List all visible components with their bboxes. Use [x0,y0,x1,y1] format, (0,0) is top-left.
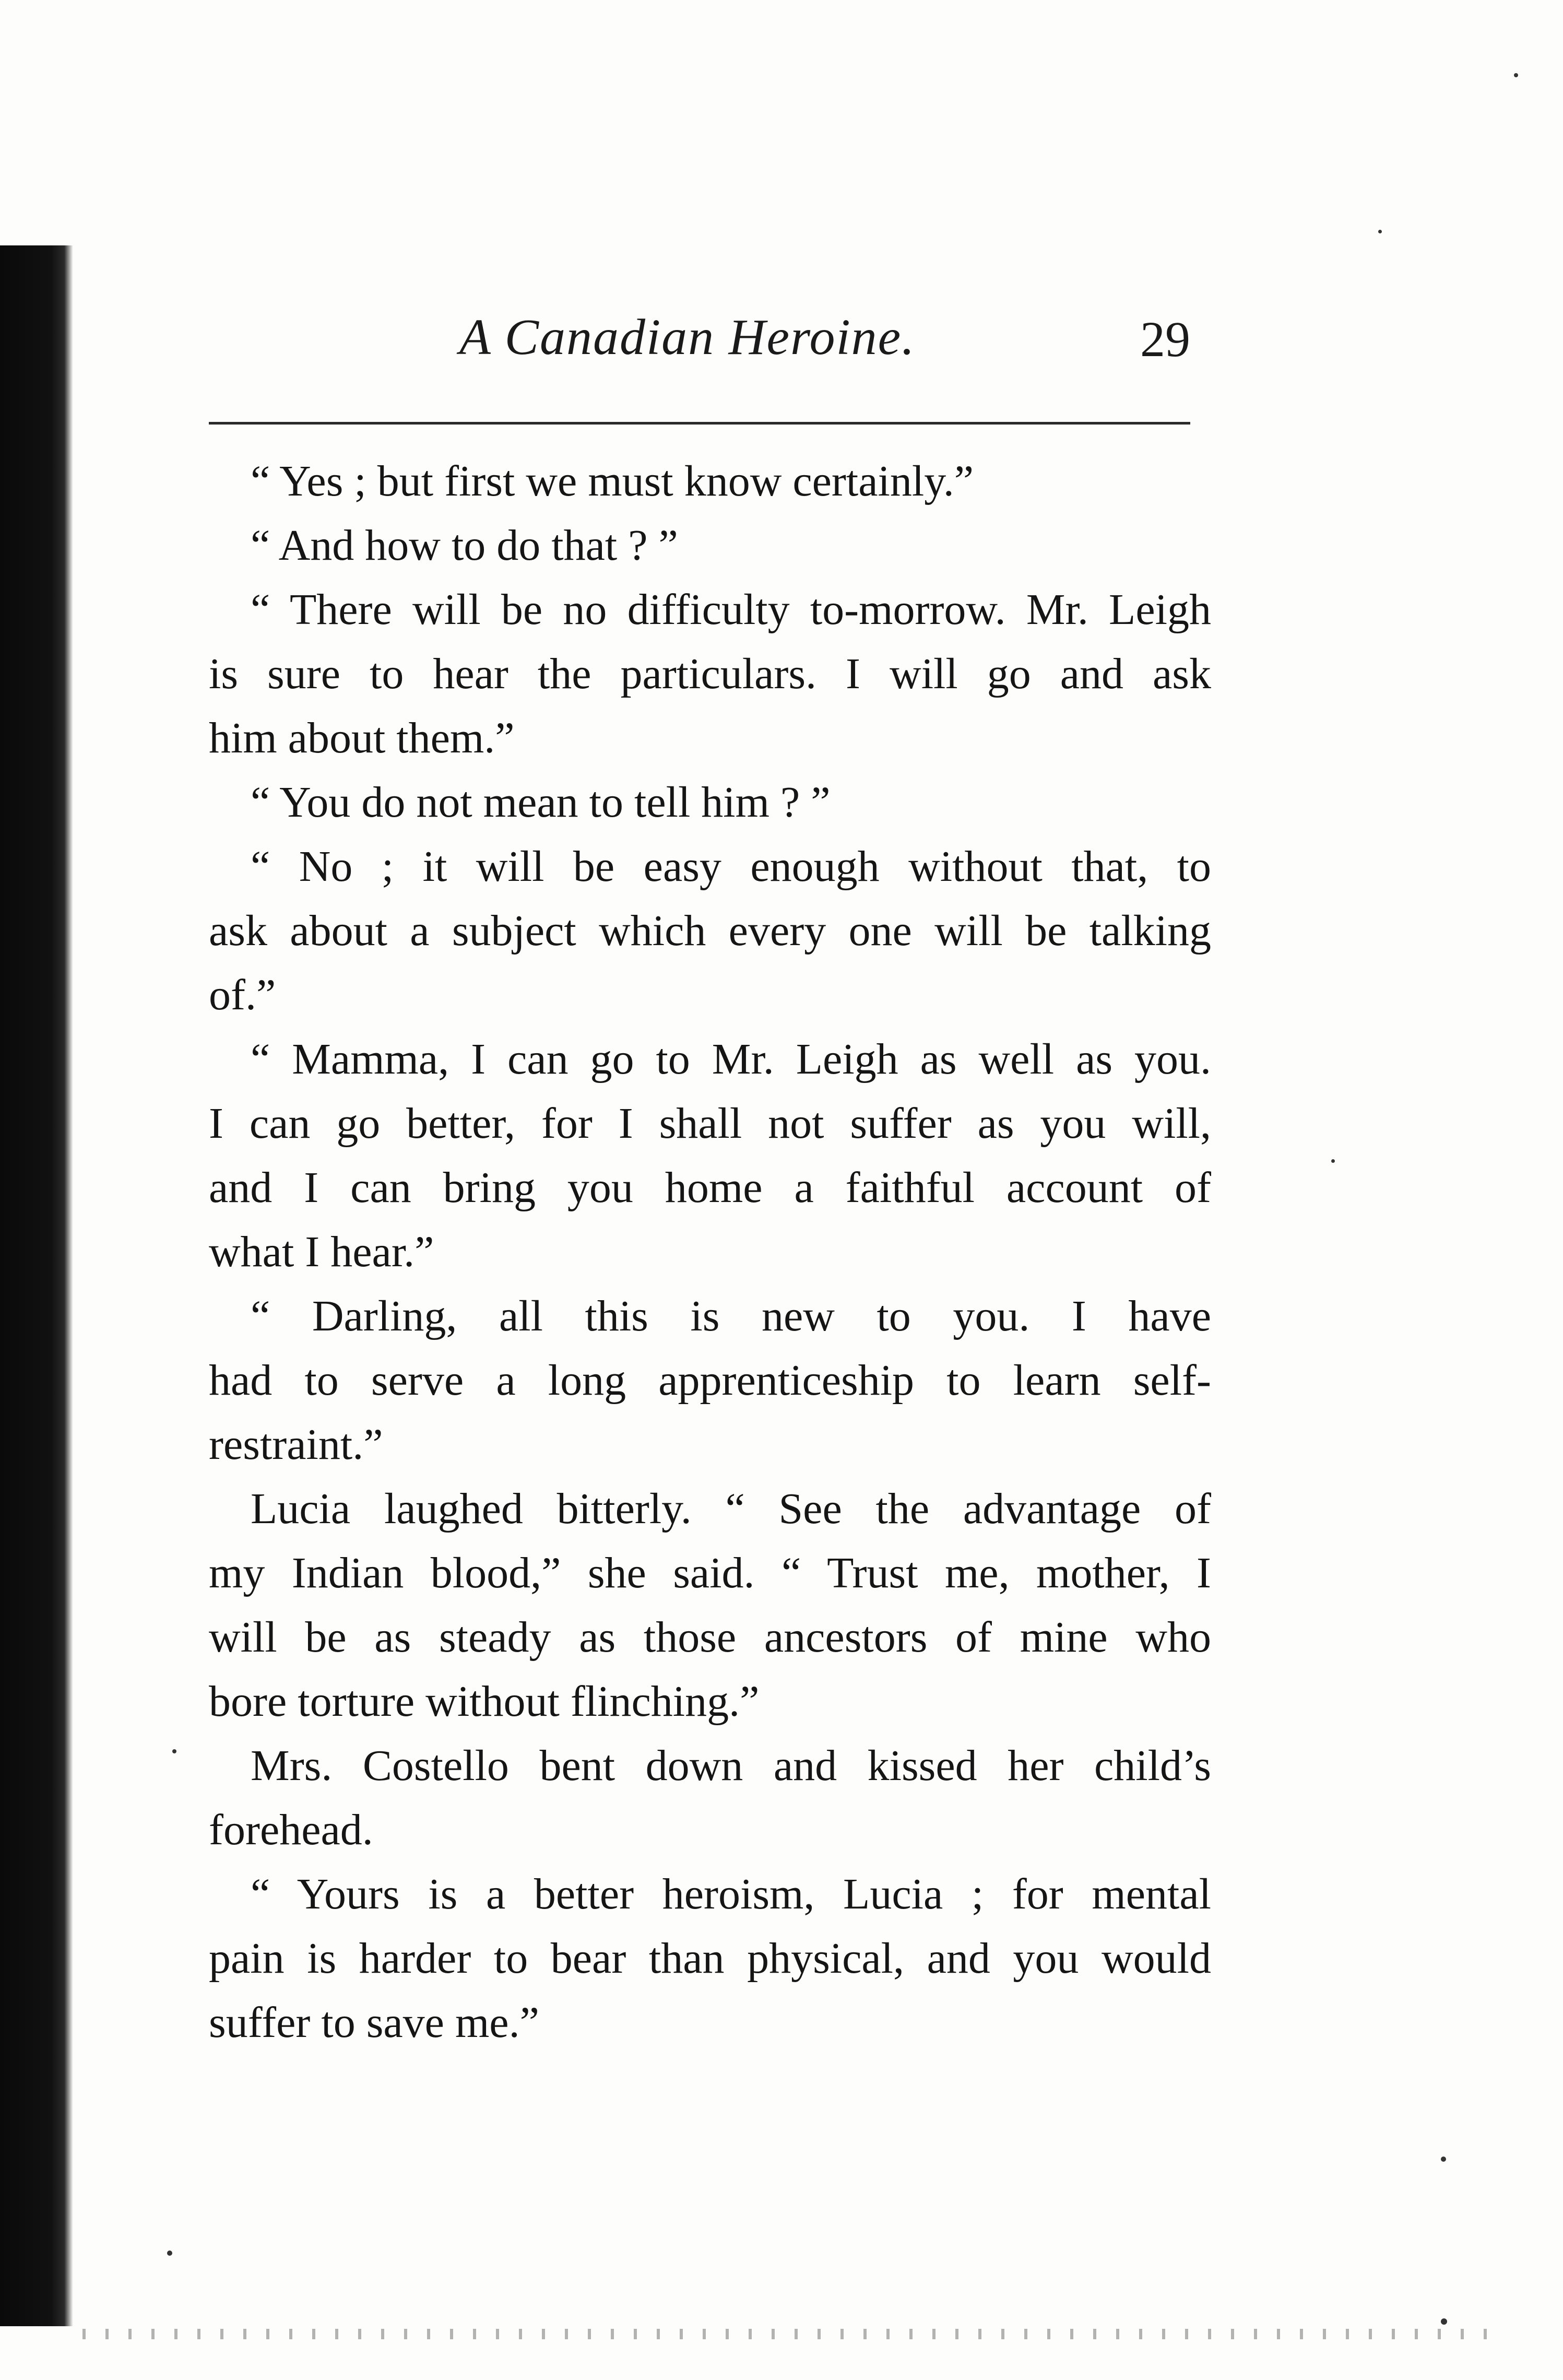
binding-shadow [0,245,73,2326]
text-line: him about them.” [209,714,515,762]
text-line: will be as steady as those ancestors of mine who [209,1613,1211,1662]
scan-speck [172,1749,176,1753]
text-line: “ Mamma, I can go to Mr. Leigh as well as you. [251,1035,1211,1083]
header-rule [209,422,1190,425]
text-line: my Indian blood,” she said. “ Trust me, mother, I [209,1549,1211,1597]
text-line: “ And how to do that ? ” [251,521,678,570]
scan-speck [1514,73,1518,77]
scan-speck [1378,230,1382,233]
scan-speck [1331,1159,1335,1163]
running-title: A Canadian Heroine. [459,309,916,366]
text-line: Lucia laughed bitterly. “ See the advantage of [251,1484,1211,1533]
scan-noise [63,2329,1503,2339]
text-line: is sure to hear the particulars. I will go and ask [209,650,1211,698]
text-line: I can go better, for I shall not suffer as you will, [209,1099,1211,1148]
text-line: forehead. [209,1806,373,1854]
text-line: “ You do not mean to tell him ? ” [251,778,831,827]
text-line: had to serve a long apprenticeship to learn self- [209,1356,1211,1405]
scan-speck [1441,2318,1447,2325]
text-line: bore torture without flinching.” [209,1677,760,1726]
text-line: pain is harder to bear than physical, and you would [209,1934,1211,1983]
text-line: ask about a subject which every one will be talking [209,906,1211,955]
text-line: “ No ; it will be easy enough without that, to [251,842,1211,891]
text-line: what I hear.” [209,1228,434,1276]
text-line: restraint.” [209,1420,383,1469]
scan-speck [167,2251,172,2256]
text-line: of.” [209,971,276,1019]
text-line: “ Yours is a better heroism, Lucia ; for mental [251,1870,1211,1918]
text-line: and I can bring you home a faithful account of [209,1163,1211,1212]
running-head [209,308,1190,381]
scan-speck [1441,2157,1446,2162]
body-text [209,449,1211,2055]
text-line: Mrs. Costello bent down and kissed her child’s [251,1741,1211,1790]
text-line: suffer to save me.” [209,1998,539,2047]
text-line: “ There will be no difficulty to-morrow. Mr. Leigh [251,585,1211,634]
text-line: “ Yes ; but first we must know certainly.” [251,457,974,505]
text-line: “ Darling, all this is new to you. I have [251,1292,1211,1340]
page-number: 29 [1140,311,1190,367]
